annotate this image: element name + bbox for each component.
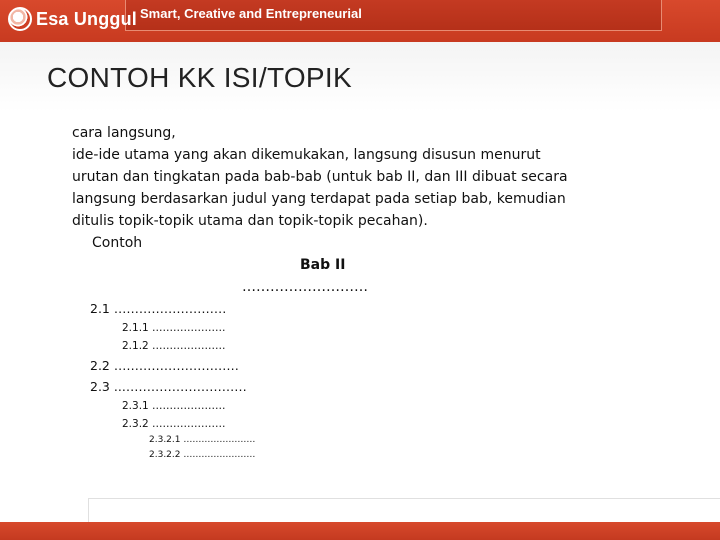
bab-dots: ……………………… — [242, 279, 368, 295]
esa-unggul-logo-icon — [8, 7, 32, 31]
paragraph-line: cara langsung, — [72, 125, 176, 141]
paragraph-line: ditulis topik-topik utama dan topik-topik pecahan). — [72, 213, 428, 229]
tagline: Smart, Creative and Entrepreneurial — [140, 6, 362, 21]
footer-frame — [88, 498, 720, 522]
outline-item: 2.3 ..………………………… — [90, 379, 247, 394]
outline-item: 2.1.2 ………………… — [122, 340, 226, 352]
footer-bar — [0, 522, 720, 540]
outline-item: 2.3.2 ………………… — [122, 418, 226, 430]
slide-title: CONTOH KK ISI/TOPIK — [47, 62, 352, 93]
outline-item: 2.3.2.1 …………………… — [149, 435, 256, 445]
slide-content — [72, 122, 672, 463]
outline-item: 2.3.1 ………………… — [122, 400, 226, 412]
header-bar — [0, 0, 720, 42]
outline-item: 2.3.2.2 …………………… — [149, 450, 256, 460]
paragraph-line: ide-ide utama yang akan dikemukakan, langsung disusun menurut — [72, 147, 541, 163]
contoh-label: Contoh — [92, 235, 143, 251]
logo — [8, 4, 137, 34]
outline-item: 2.1 ……………………… — [90, 301, 227, 316]
paragraph-line: langsung berdasarkan judul yang terdapat pada setiap bab, kemudian — [72, 191, 566, 207]
outline-item: 2.1.1 ………………… — [122, 322, 226, 334]
outline-item: 2.2 ………………………… — [90, 358, 239, 373]
bab-label: Bab II — [300, 257, 346, 273]
logo-text: Esa Unggul — [36, 8, 138, 29]
paragraph-line: urutan dan tingkatan pada bab-bab (untuk bab II, dan III dibuat secara — [72, 169, 568, 185]
